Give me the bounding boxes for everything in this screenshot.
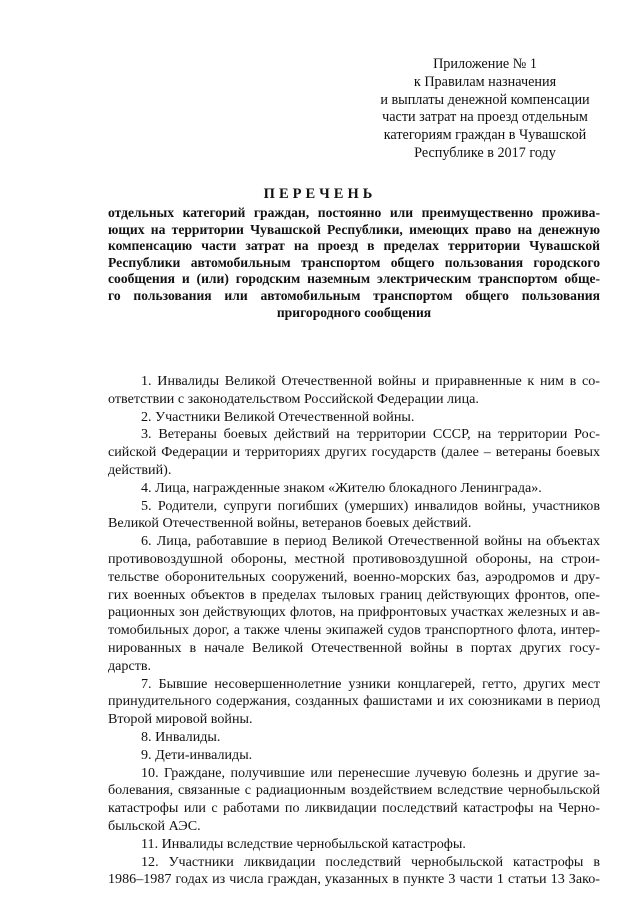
body-line: болевания, связанные с радиационным воздействием вследствие чернобыльской [108, 782, 600, 799]
document-title: ПЕРЕЧЕНЬ [263, 186, 377, 202]
body-line: дарств. [108, 657, 152, 674]
appendix-header [365, 56, 605, 163]
subtitle-line: го пользования или автомобильным транспортом общего пользования [108, 287, 600, 303]
appendix-line: Приложение № 1 [433, 56, 537, 72]
appendix-line: части затрат на проезд отдельным [382, 109, 588, 126]
subtitle-line: ющих на территории Чувашской Республики, имеющих право на денежную [108, 221, 600, 237]
body-line: рационных зон действующих флотов, на прифронтовых участках железных и ав- [108, 604, 600, 621]
body-line: быльской АЭС. [108, 817, 201, 834]
body-line: 10. Граждане, получившие или перенесшие лучевую болезнь и другие за- [141, 764, 600, 781]
body-line: томобильных дорог, а также члены экипажей судов транспортного флота, интер- [108, 622, 600, 639]
body-line: 2. Участники Великой Отечественной войны. [141, 408, 415, 425]
body-line: 7. Бывшие несовершеннолетние узники концлагерей, гетто, других мест [141, 675, 600, 692]
appendix-line: категориям граждан в Чувашской [383, 127, 587, 144]
document-body [108, 373, 600, 889]
body-line: 1986–1987 годах из числа граждан, указанных в пункте 3 части 1 статьи 13 Зако- [108, 871, 600, 888]
appendix-line: и выплаты денежной компенсации [380, 91, 590, 108]
subtitle-line: компенсацию части затрат на проезд в пределах территории Чувашской [108, 238, 600, 254]
body-line: 5. Родители, супруги погибших (умерших) инвалидов войны, участников [141, 497, 600, 514]
subtitle-line: Республики автомобильным транспортом общего пользования городского [108, 254, 600, 270]
appendix-line: Республике в 2017 году [414, 144, 556, 161]
body-line: сийской Федерации и территориях других государств (далее – ветераны боевых [108, 444, 600, 461]
body-line: гих военных объектов в пределах тыловых границ действующих фронтов, опе- [108, 586, 600, 603]
body-line: ответствии с законодательством Российской Федерации лица. [108, 390, 479, 407]
body-line: противовоздушной обороны, местной противовоздушной обороны, на строи- [108, 550, 600, 567]
subtitle-line: пригородного сообщения [276, 304, 432, 320]
body-line: тельстве оборонительных сооружений, военно-морских баз, аэродромов и дру- [108, 568, 600, 585]
body-line: 11. Инвалиды вследствие чернобыльской катастрофы. [141, 835, 466, 852]
body-line: 8. Инвалиды. [141, 728, 221, 745]
body-line: принудительного содержания, созданных фашистами и их союзниками в период [108, 693, 600, 710]
body-line: 4. Лица, награжденные знаком «Жителю блокадного Ленинграда». [141, 479, 542, 496]
body-line: 6. Лица, работавшие в период Великой Отечественной войны на объектах [141, 533, 600, 550]
body-line: действий). [108, 461, 172, 478]
body-line: 1. Инвалиды Великой Отечественной войны и приравненные к ним в со- [141, 373, 600, 389]
body-line: нированных в начале Великой Отечественной войны в портах других госу- [108, 639, 600, 656]
body-line: 3. Ветераны боевых действий на территории СССР, на территории Рос- [141, 426, 600, 443]
body-line: 9. Дети-инвалиды. [141, 746, 253, 763]
body-line: 12. Участники ликвидации последствий чернобыльской катастрофы в [141, 853, 600, 870]
subtitle-line: отдельных категорий граждан, постоянно или преимущественно прожива- [108, 205, 600, 220]
body-line: Великой Отечественной войны, ветеранов боевых действий. [108, 515, 472, 532]
subtitle-line: сообщения и (или) городским наземным электрическим транспортом обще- [108, 271, 600, 287]
appendix-line: к Правилам назначения [413, 73, 557, 90]
body-line: Второй мировой войны. [108, 711, 253, 728]
body-line: катастрофы или с работами по ликвидации последствий катастрофы на Черно- [108, 800, 600, 817]
document-subtitle [108, 205, 600, 321]
